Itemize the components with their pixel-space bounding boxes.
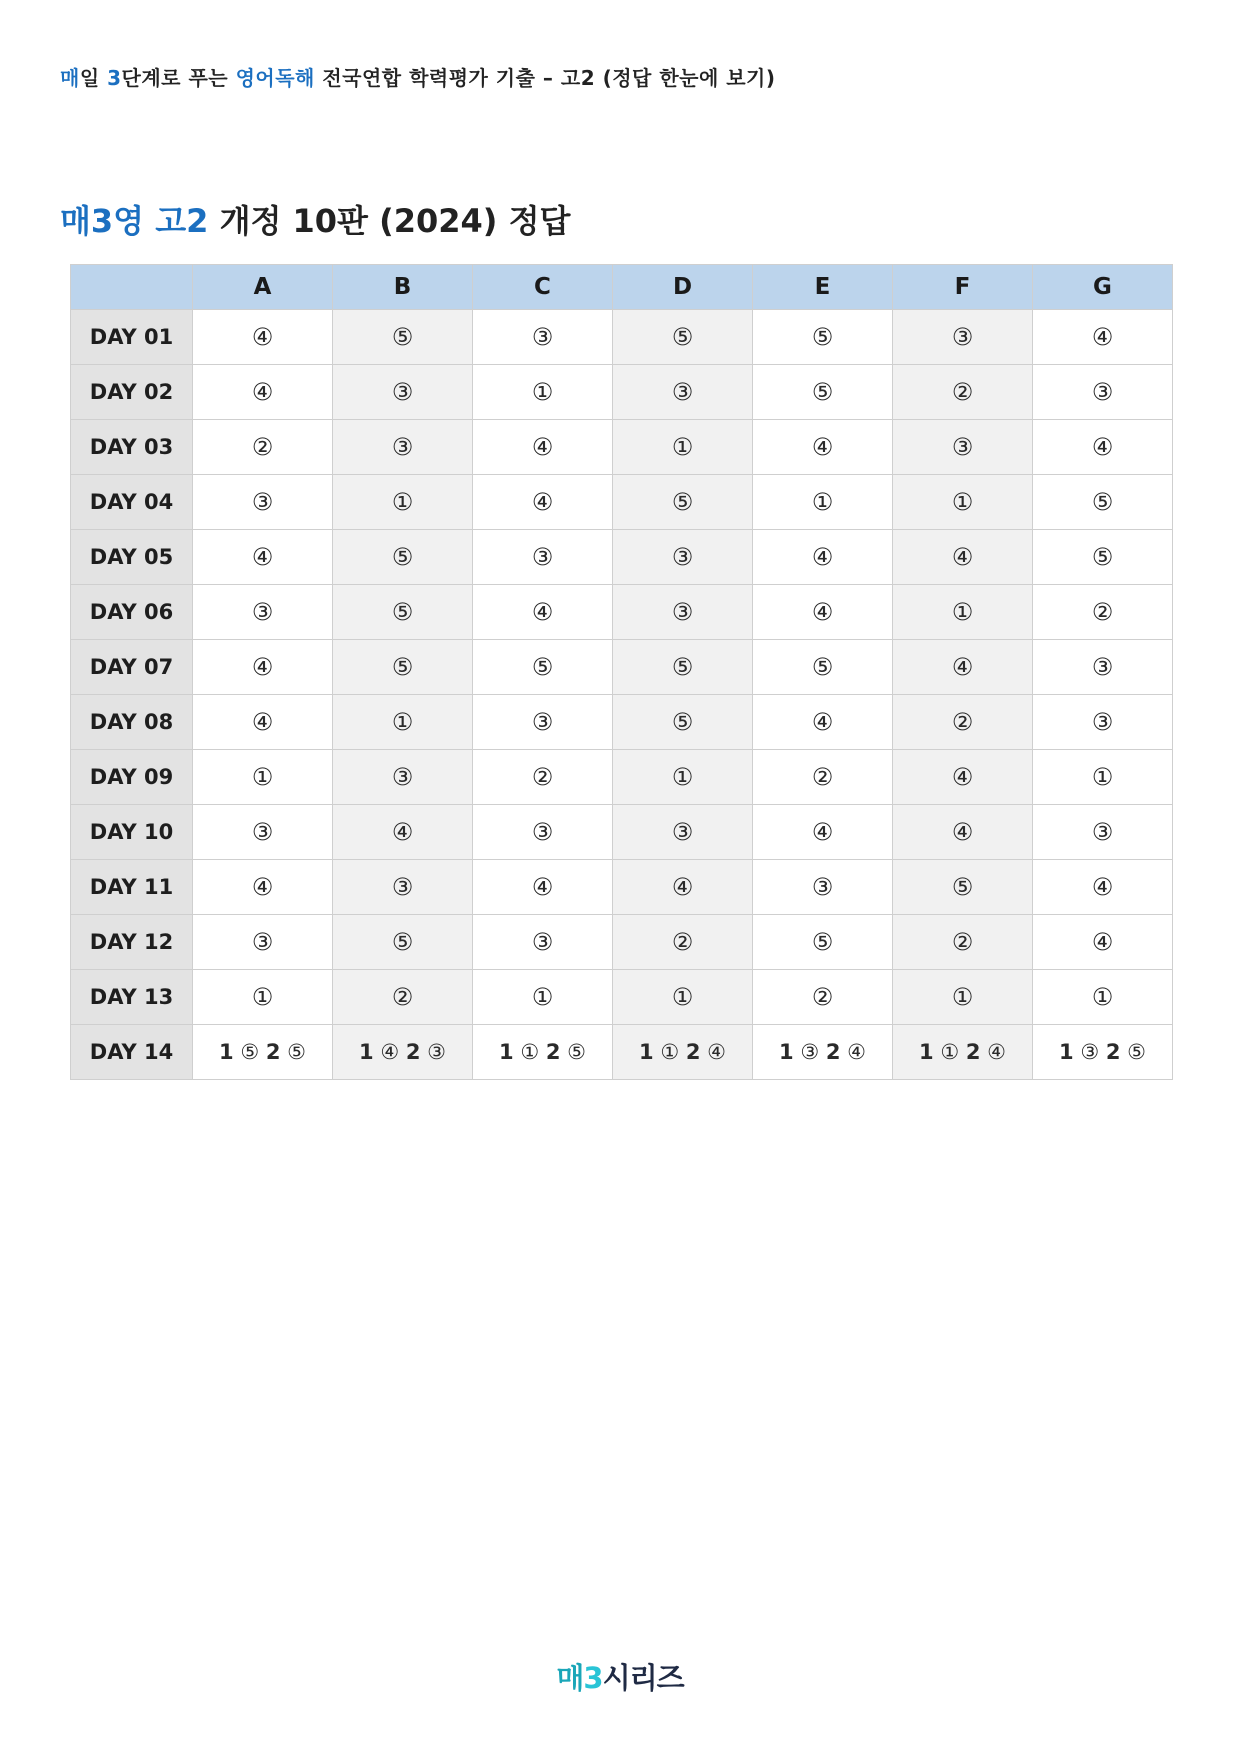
answer-cell: ① xyxy=(1033,750,1173,805)
answer-cell: ⑤ xyxy=(473,640,613,695)
answer-cell: ⑤ xyxy=(333,640,473,695)
answer-cell-multi xyxy=(893,1025,1033,1080)
answer-cell: ③ xyxy=(613,805,753,860)
column-header-g: G xyxy=(1033,265,1173,310)
title-highlight: 매3영 고2 xyxy=(60,202,209,240)
answer-cell: ② xyxy=(193,420,333,475)
answer-cell: ③ xyxy=(893,310,1033,365)
day-label: DAY 09 xyxy=(71,750,193,805)
answer-cell: ③ xyxy=(193,805,333,860)
table-row xyxy=(71,310,1173,365)
logo-part-3: 시리즈 xyxy=(602,1661,684,1695)
answer-cell: ⑤ xyxy=(1033,475,1173,530)
answer-cell: ② xyxy=(893,695,1033,750)
answer-mark: ① xyxy=(940,1040,960,1064)
answer-cell: ⑤ xyxy=(753,365,893,420)
answer-mark: ⑤ xyxy=(240,1040,260,1064)
answer-cell: ① xyxy=(333,695,473,750)
answer-mark: ④ xyxy=(707,1040,726,1064)
answer-cell: ① xyxy=(893,475,1033,530)
item-number: 2 xyxy=(545,1040,561,1064)
table-row xyxy=(71,420,1173,475)
answer-cell: ② xyxy=(333,970,473,1025)
answer-cell: ③ xyxy=(193,915,333,970)
answer-cell: ③ xyxy=(333,420,473,475)
day-label: DAY 13 xyxy=(71,970,193,1025)
answer-cell: ④ xyxy=(193,640,333,695)
answer-cell: ② xyxy=(1033,585,1173,640)
answer-cell: ① xyxy=(753,475,893,530)
answer-cell: ① xyxy=(333,475,473,530)
item-number: 1 xyxy=(499,1040,514,1064)
item-number: 2 xyxy=(265,1040,281,1064)
day-label: DAY 11 xyxy=(71,860,193,915)
header-part-3: 3 xyxy=(107,66,122,90)
answer-cell: ③ xyxy=(473,530,613,585)
answer-cell-multi xyxy=(193,1025,333,1080)
table-row xyxy=(71,750,1173,805)
answer-mark: ⑤ xyxy=(287,1040,306,1064)
answer-cell: ④ xyxy=(193,860,333,915)
answer-cell: ④ xyxy=(893,750,1033,805)
answer-cell: ③ xyxy=(333,365,473,420)
answer-cell: ② xyxy=(613,915,753,970)
answer-cell: ② xyxy=(473,750,613,805)
day-label: DAY 06 xyxy=(71,585,193,640)
answer-mark: ④ xyxy=(847,1040,866,1064)
answer-cell: ⑤ xyxy=(1033,530,1173,585)
answer-cell: ① xyxy=(613,750,753,805)
answer-cell: ① xyxy=(893,585,1033,640)
answer-cell: ③ xyxy=(333,750,473,805)
answer-cell: ③ xyxy=(613,530,753,585)
column-header-f: F xyxy=(893,265,1033,310)
corner-cell xyxy=(71,265,193,310)
answer-cell: ④ xyxy=(893,805,1033,860)
day-label: DAY 14 xyxy=(71,1025,193,1080)
table-row xyxy=(71,805,1173,860)
day-label: DAY 10 xyxy=(71,805,193,860)
answer-cell: ⑤ xyxy=(333,585,473,640)
answer-cell: ⑤ xyxy=(893,860,1033,915)
item-number: 1 xyxy=(1059,1040,1074,1064)
column-header-a: A xyxy=(193,265,333,310)
header-part-2: 일 xyxy=(79,66,108,90)
answer-cell: ③ xyxy=(333,860,473,915)
answer-cell: ③ xyxy=(893,420,1033,475)
answer-cell: ② xyxy=(753,970,893,1025)
answer-cell: ② xyxy=(753,750,893,805)
answer-cell-multi xyxy=(613,1025,753,1080)
item-number: 1 xyxy=(359,1040,374,1064)
answer-cell: ⑤ xyxy=(753,310,893,365)
answer-mark: ③ xyxy=(427,1040,446,1064)
answer-cell: ③ xyxy=(1033,805,1173,860)
answer-cell: ② xyxy=(893,915,1033,970)
answer-cell: ④ xyxy=(753,805,893,860)
answer-cell: ① xyxy=(893,970,1033,1025)
answer-cell: ⑤ xyxy=(613,475,753,530)
answer-cell: ④ xyxy=(193,310,333,365)
answer-cell: ④ xyxy=(1033,915,1173,970)
day-label: DAY 08 xyxy=(71,695,193,750)
answer-cell: ② xyxy=(893,365,1033,420)
answer-cell: ⑤ xyxy=(613,695,753,750)
column-header-b: B xyxy=(333,265,473,310)
answer-mark: ④ xyxy=(380,1040,400,1064)
table-row xyxy=(71,970,1173,1025)
answer-cell: ③ xyxy=(753,860,893,915)
table-row xyxy=(71,1025,1173,1080)
item-number: 1 xyxy=(919,1040,934,1064)
answer-cell: ⑤ xyxy=(613,640,753,695)
table-row xyxy=(71,365,1173,420)
answer-mark: ③ xyxy=(1080,1040,1100,1064)
answer-cell: ① xyxy=(1033,970,1173,1025)
answer-cell: ④ xyxy=(1033,310,1173,365)
table-row xyxy=(71,530,1173,585)
answer-cell: ④ xyxy=(613,860,753,915)
answer-cell: ③ xyxy=(1033,365,1173,420)
day-label: DAY 05 xyxy=(71,530,193,585)
page-header xyxy=(60,62,776,91)
table-row xyxy=(71,695,1173,750)
answer-cell: ③ xyxy=(1033,695,1173,750)
answer-cell: ④ xyxy=(193,365,333,420)
answer-cell: ③ xyxy=(613,365,753,420)
answer-cell: ④ xyxy=(753,695,893,750)
answer-mark: ③ xyxy=(800,1040,820,1064)
answer-mark: ④ xyxy=(987,1040,1006,1064)
series-logo xyxy=(0,1656,1240,1697)
answer-cell: ① xyxy=(613,970,753,1025)
answer-cell: ③ xyxy=(473,310,613,365)
answer-cell: ③ xyxy=(1033,640,1173,695)
answer-cell: ③ xyxy=(613,585,753,640)
answer-cell: ① xyxy=(613,420,753,475)
logo-part-1: 매 xyxy=(556,1661,584,1695)
column-header-d: D xyxy=(613,265,753,310)
item-number: 1 xyxy=(779,1040,794,1064)
answer-cell: ④ xyxy=(893,640,1033,695)
answer-cell: ④ xyxy=(193,530,333,585)
logo-part-2: 3 xyxy=(583,1661,603,1695)
answer-cell: ⑤ xyxy=(333,530,473,585)
answer-table xyxy=(70,264,1173,1080)
answer-cell: ③ xyxy=(473,805,613,860)
answer-cell: ④ xyxy=(473,475,613,530)
header-part-1: 매 xyxy=(60,66,80,90)
answer-cell: ④ xyxy=(473,420,613,475)
item-number: 2 xyxy=(405,1040,421,1064)
table-row xyxy=(71,475,1173,530)
answer-cell: ④ xyxy=(753,530,893,585)
answer-cell-multi xyxy=(333,1025,473,1080)
answer-cell: ④ xyxy=(753,585,893,640)
answer-cell-multi xyxy=(753,1025,893,1080)
day-label: DAY 01 xyxy=(71,310,193,365)
answer-mark: ⑤ xyxy=(567,1040,586,1064)
day-label: DAY 07 xyxy=(71,640,193,695)
day-label: DAY 04 xyxy=(71,475,193,530)
day-label: DAY 03 xyxy=(71,420,193,475)
header-part-4: 단계로 푸는 xyxy=(121,66,236,90)
header-part-5: 영어독해 xyxy=(235,66,315,90)
answer-cell: ⑤ xyxy=(753,640,893,695)
answer-cell: ④ xyxy=(1033,860,1173,915)
answer-cell: ① xyxy=(473,970,613,1025)
answer-cell: ③ xyxy=(193,585,333,640)
day-label: DAY 12 xyxy=(71,915,193,970)
answer-cell: ① xyxy=(473,365,613,420)
item-number: 1 xyxy=(219,1040,234,1064)
answer-cell: ④ xyxy=(473,860,613,915)
answer-mark: ⑤ xyxy=(1127,1040,1146,1064)
header-part-6: 전국연합 학력평가 기출 – 고2 (정답 한눈에 보기) xyxy=(314,66,776,90)
column-header-e: E xyxy=(753,265,893,310)
answer-cell: ④ xyxy=(753,420,893,475)
answer-cell: ⑤ xyxy=(613,310,753,365)
answer-mark: ① xyxy=(660,1040,680,1064)
item-number: 2 xyxy=(965,1040,981,1064)
table-row xyxy=(71,915,1173,970)
answer-cell-multi xyxy=(473,1025,613,1080)
answer-cell: ⑤ xyxy=(333,310,473,365)
answer-cell: ④ xyxy=(333,805,473,860)
answer-cell: ③ xyxy=(473,695,613,750)
answer-cell: ① xyxy=(193,750,333,805)
item-number: 2 xyxy=(685,1040,701,1064)
answer-mark: ① xyxy=(520,1040,540,1064)
table-row xyxy=(71,585,1173,640)
answer-cell: ④ xyxy=(893,530,1033,585)
table-row xyxy=(71,860,1173,915)
answer-cell: ④ xyxy=(473,585,613,640)
table-row xyxy=(71,640,1173,695)
item-number: 2 xyxy=(1105,1040,1121,1064)
column-header-c: C xyxy=(473,265,613,310)
item-number: 1 xyxy=(639,1040,654,1064)
title-rest: 개정 10판 (2024) 정답 xyxy=(208,202,571,240)
item-number: 2 xyxy=(825,1040,841,1064)
answer-cell: ④ xyxy=(1033,420,1173,475)
answer-cell: ⑤ xyxy=(333,915,473,970)
header-row xyxy=(71,265,1173,310)
answer-cell: ③ xyxy=(193,475,333,530)
answer-cell-multi xyxy=(1033,1025,1173,1080)
page-title xyxy=(60,196,570,242)
answer-cell: ③ xyxy=(473,915,613,970)
answer-cell: ① xyxy=(193,970,333,1025)
answer-cell: ④ xyxy=(193,695,333,750)
answer-cell: ⑤ xyxy=(753,915,893,970)
day-label: DAY 02 xyxy=(71,365,193,420)
